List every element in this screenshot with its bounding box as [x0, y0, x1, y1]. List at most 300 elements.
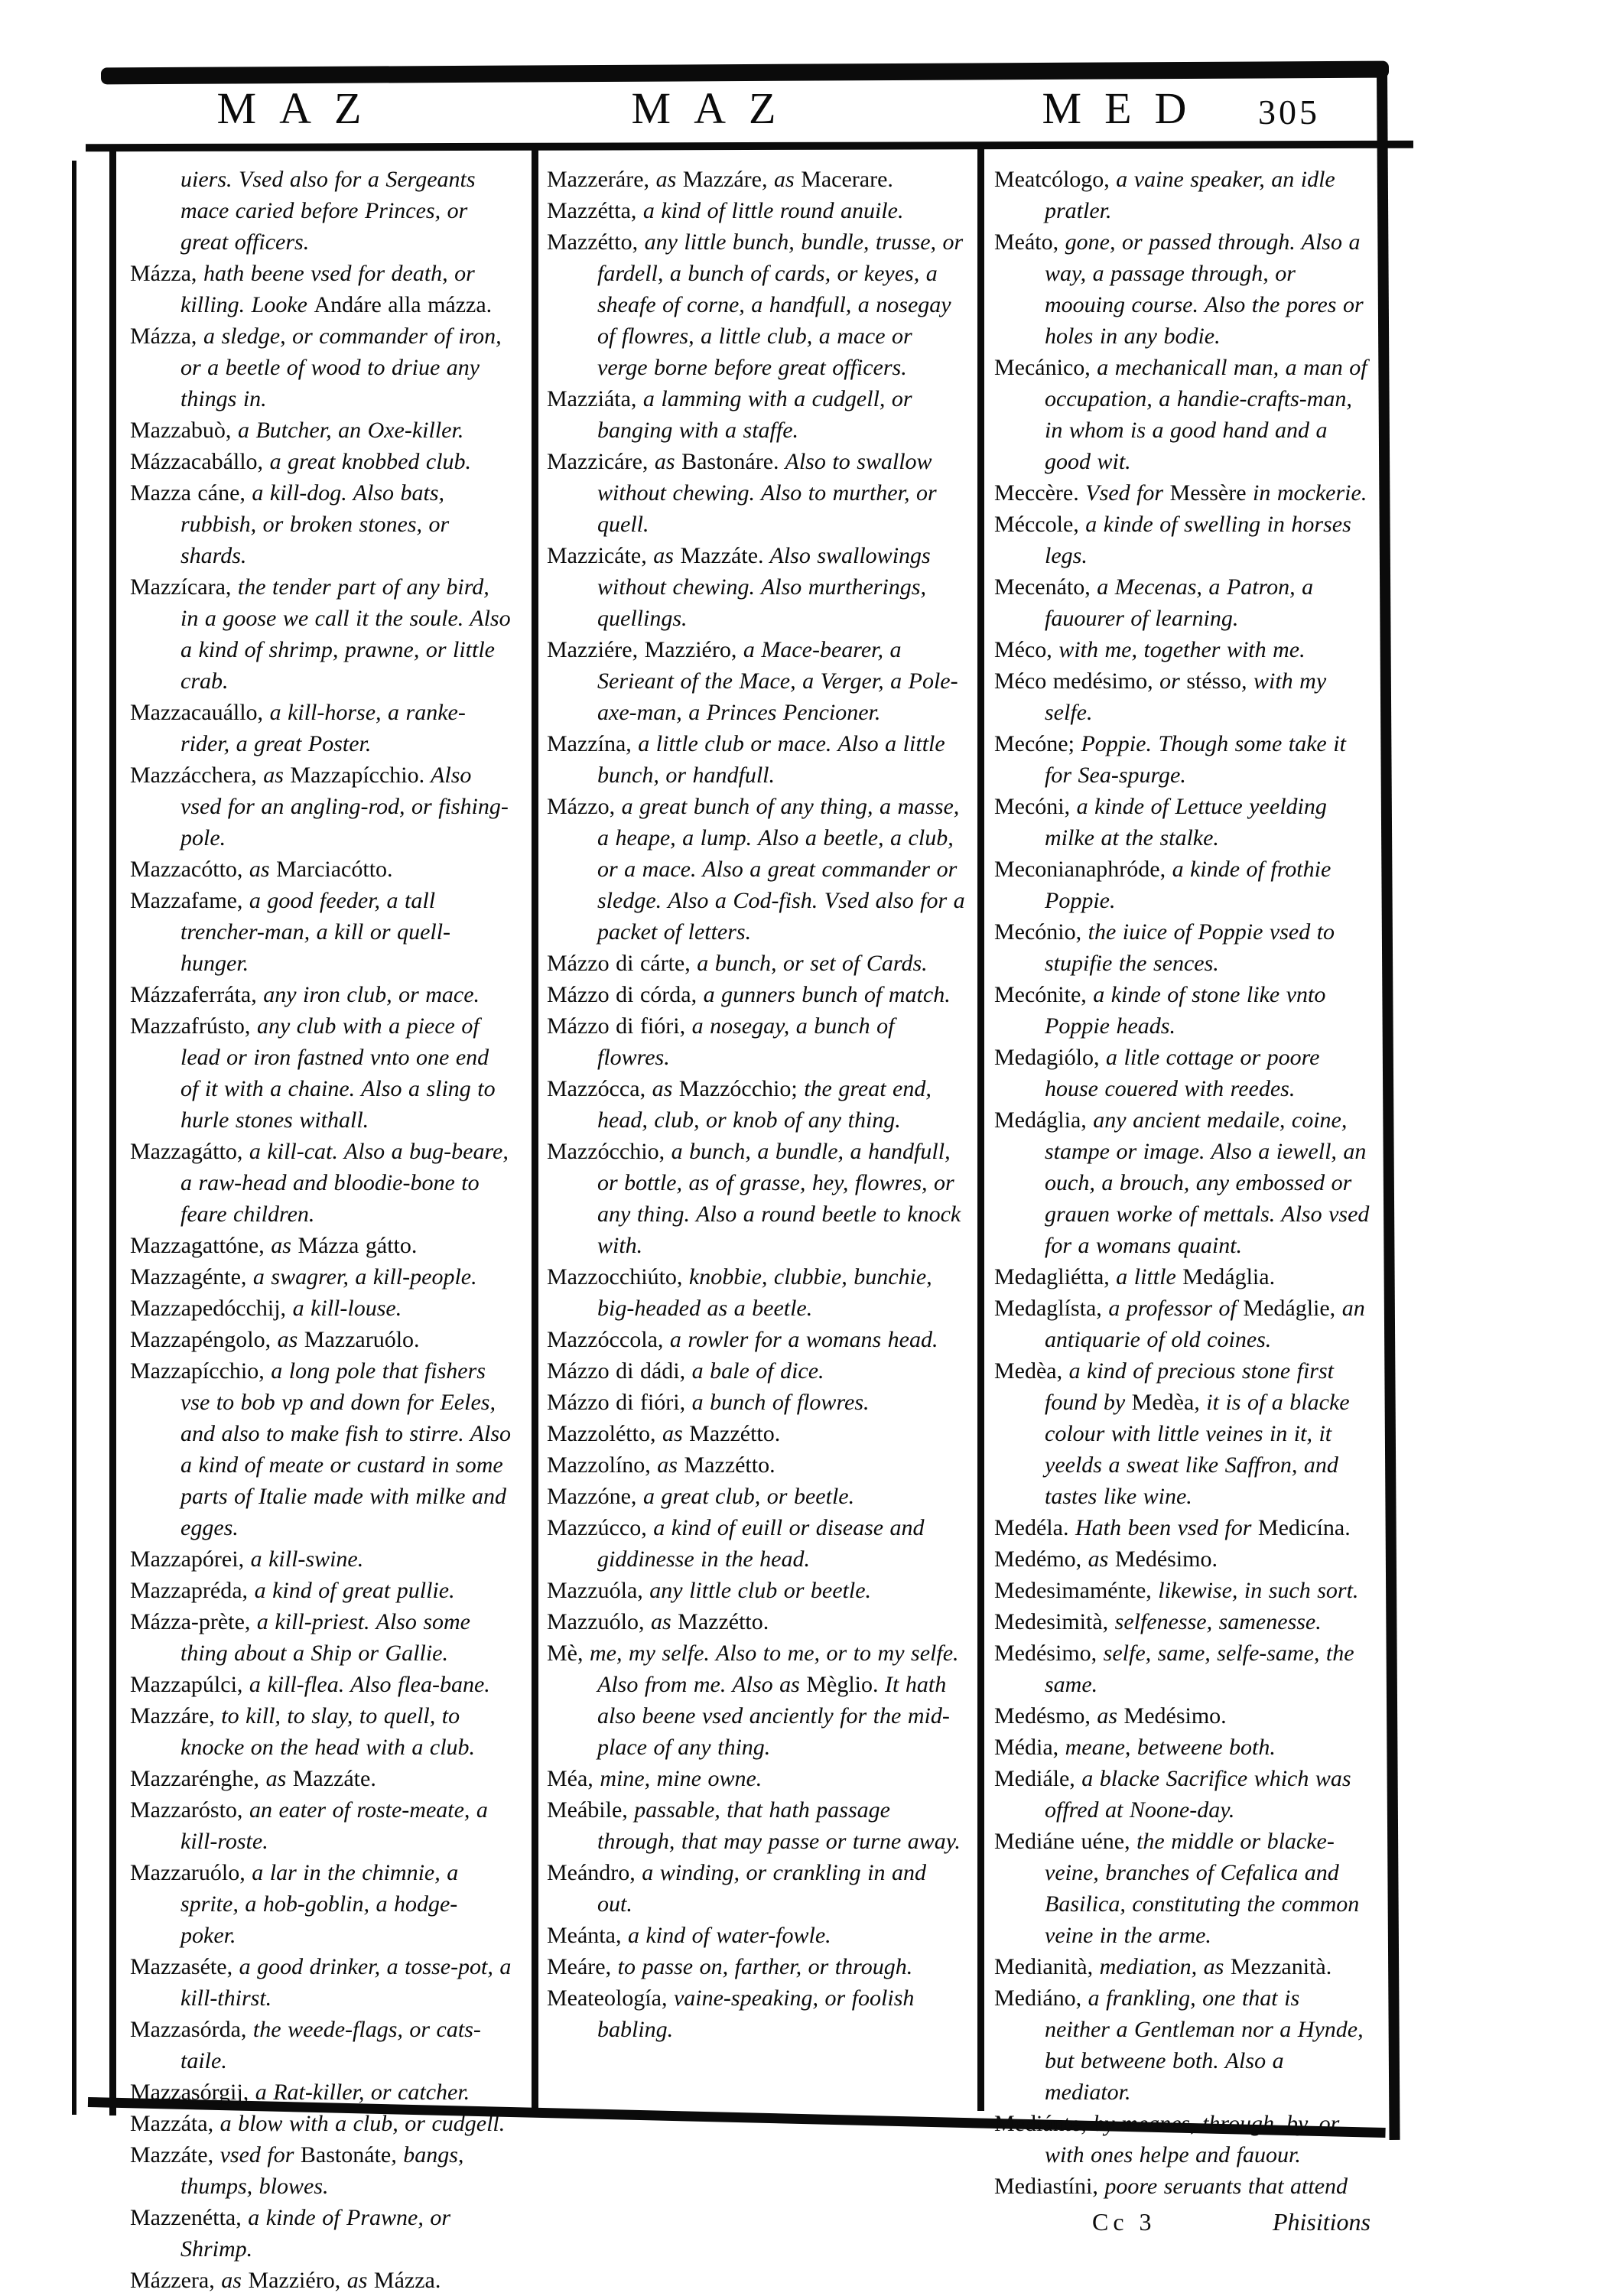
- dictionary-entry: [547, 1010, 966, 1073]
- definition-segment: Also vsed for an angling-rod, or fishing-pole.: [180, 763, 509, 850]
- definition-segment: Hath been vsed for: [1068, 1515, 1258, 1540]
- dictionary-entry: [994, 1732, 1371, 1763]
- headword: Medáglia,: [994, 1107, 1087, 1133]
- dictionary-entry: [130, 885, 512, 979]
- definition-segment: vaine-speaking, or foolish babling.: [597, 1985, 915, 2042]
- definition-segment: a bunch, or set of Cards.: [690, 951, 928, 976]
- definition-segment: a kill-horse, a ranke-rider, a great Poster.: [180, 700, 466, 756]
- definition-segment: a kind of euill or disease and giddinesse in the head.: [597, 1515, 925, 1572]
- definition-segment: as: [648, 449, 682, 474]
- dictionary-entry: [994, 791, 1371, 854]
- headword: Mázza,: [130, 324, 197, 349]
- column-1: [130, 164, 512, 2293]
- dictionary-entry: [130, 2014, 512, 2076]
- headword: Mecónio,: [994, 919, 1082, 945]
- headword: Mazzagattóne,: [130, 1233, 265, 1258]
- dictionary-entry: [547, 226, 966, 383]
- dictionary-entry: [130, 1951, 512, 2014]
- definition-segment: a Butcher, an Oxe-killer.: [231, 418, 464, 443]
- definition-segment: a bunch of flowres.: [685, 1390, 870, 1415]
- headword: Mazzícara,: [130, 574, 232, 600]
- headword: Messère: [1169, 480, 1247, 506]
- headword: Mazzáre: [682, 167, 762, 192]
- definition-segment: a kill-priest. Also some thing about a Ship or Gallie.: [180, 1609, 470, 1666]
- headword: Mazzaruólo.: [304, 1327, 420, 1352]
- headword: Bastonáte: [300, 2142, 392, 2168]
- definition-segment: Also to swallow without chewing. Also to murther, or quell.: [597, 449, 937, 537]
- definition-segment: a great bunch of any thing, a masse, a heape, a lump. Also a beetle, a club, or a mace. Also a great commander or sledge. Also a Cod-fish. Vsed also for a packet of letters.: [597, 794, 965, 945]
- headword: Mazzapréda,: [130, 1578, 249, 1603]
- definition-segment: Also swallowings without chewing. Also murtherings, quellings.: [597, 543, 931, 631]
- dictionary-entry: [994, 2171, 1371, 2202]
- column-divider-2: [977, 145, 984, 2111]
- headword: Mazzóne,: [547, 1484, 637, 1509]
- definition-segment: the great end, head, club, or knob of any thing.: [597, 1076, 932, 1133]
- headword: Mázzaferráta,: [130, 982, 257, 1007]
- headword: Medicína.: [1257, 1515, 1351, 1540]
- dictionary-entry: [547, 164, 966, 195]
- definition-segment: a kind of precious stone first found by: [1045, 1358, 1334, 1415]
- dictionary-entry: [547, 948, 966, 979]
- definition-segment: as: [1081, 1546, 1115, 1572]
- headword: Meábile,: [547, 1797, 628, 1823]
- dictionary-entry: [994, 916, 1371, 979]
- dictionary-entry: [130, 1136, 512, 1230]
- definition-segment: uiers. Vsed also for a Sergeants mace caried before Princes, or great officers.: [180, 167, 476, 255]
- headword: Meccère.: [994, 480, 1079, 506]
- headword: Mazziáta,: [547, 386, 637, 411]
- dictionary-entry: [130, 1230, 512, 1261]
- dictionary-entry: [130, 2139, 512, 2202]
- headword: Mazzafame,: [130, 888, 243, 913]
- headword: Mazzétto,: [547, 229, 639, 255]
- definition-segment: as: [242, 857, 277, 882]
- definition-segment: to passe on, farther, or through.: [611, 1954, 913, 1979]
- dictionary-entry: [547, 1575, 966, 1606]
- headword: Mazzapícchio.: [290, 763, 425, 788]
- headword: Mazzapúlci,: [130, 1672, 243, 1697]
- definition-segment: mediation, as: [1093, 1954, 1231, 1979]
- headword: Mazzáte.: [680, 543, 764, 568]
- definition-segment: a frankling, one that is neither a Gentleman nor a Hynde, but betweene both. Also a mediator.: [1045, 1985, 1364, 2105]
- dictionary-entry: [547, 1136, 966, 1261]
- headword: Medésimo,: [994, 1641, 1097, 1666]
- definition-segment: a kinde of stone like vnto Poppie heads.: [1045, 982, 1326, 1039]
- dictionary-entry: [994, 1951, 1371, 1982]
- dictionary-entry: [547, 1073, 966, 1136]
- definition-segment: a kill-cat. Also a bug-beare, a raw-head and bloodie-bone to feare children.: [180, 1139, 509, 1227]
- dictionary-entry: [547, 1951, 966, 1982]
- headword: Mecónite,: [994, 982, 1087, 1007]
- headword: Mazzáta,: [130, 2111, 214, 2136]
- definition-segment: a good drinker, a tosse-pot, a kill-thirst.: [180, 1954, 512, 2011]
- running-head-right: MED: [1042, 83, 1210, 133]
- definition-segment: Poppie. Though some take it for Sea-spurge.: [1045, 731, 1346, 788]
- headword: Medáglia.: [1182, 1264, 1276, 1289]
- dictionary-entry: [994, 1637, 1371, 1700]
- headword: Medésmo,: [994, 1703, 1091, 1729]
- page-number: 305: [1258, 93, 1320, 132]
- headword: Mazziére, Mazziéro,: [547, 637, 737, 662]
- definition-segment: selfenesse, samenesse.: [1108, 1609, 1322, 1634]
- dictionary-entry: [130, 1794, 512, 1857]
- dictionary-entry: [130, 446, 512, 477]
- dictionary-entry: [130, 477, 512, 571]
- dictionary-entry: [547, 383, 966, 446]
- headword: Mázza gátto.: [298, 1233, 418, 1258]
- definition-segment: as: [645, 1076, 679, 1101]
- dictionary-entry: [130, 415, 512, 446]
- definition-segment: meane, betweene both.: [1058, 1735, 1276, 1760]
- definition-segment: gone, or passed through. Also a way, a passage through, or moouing course. Also the pores or holes in any bodie.: [1045, 229, 1364, 349]
- headword: Méco,: [994, 637, 1052, 662]
- dictionary-entry: [130, 1543, 512, 1575]
- definition-segment: an eater of roste-meate, a kill-roste.: [180, 1797, 488, 1854]
- headword: stésso: [1186, 668, 1241, 694]
- headword: Meándro,: [547, 1860, 636, 1885]
- definition-segment: a little club or mace. Also a little bunch, or handfull.: [597, 731, 945, 788]
- headword: Andáre alla mázza.: [314, 292, 493, 317]
- headword: Mazzócca,: [547, 1076, 646, 1101]
- headword: Méa,: [547, 1766, 593, 1791]
- dictionary-entry: [994, 728, 1371, 791]
- definition-segment: a kinde of Lettuce yeelding milke at the stalke.: [1045, 794, 1327, 850]
- headword: Medesimaménte,: [994, 1578, 1152, 1603]
- dictionary-entry: [547, 1418, 966, 1449]
- headword: Mazzétto.: [684, 1452, 775, 1478]
- headword: Mázza,: [130, 261, 197, 286]
- dictionary-entry: [130, 1575, 512, 1606]
- definition-segment: an antiquarie of old coines.: [1045, 1296, 1365, 1352]
- definition-segment: as: [271, 1327, 304, 1352]
- headword: Mazzagénte,: [130, 1264, 247, 1289]
- headword: Mazzúcco,: [547, 1515, 647, 1540]
- definition-segment: as: [214, 2268, 249, 2293]
- dictionary-entry: [130, 759, 512, 854]
- headword: Meatcólogo,: [994, 167, 1110, 192]
- dictionary-entry: [994, 1763, 1371, 1826]
- headword: Meateología,: [547, 1985, 668, 2011]
- definition-segment: a kill-dog. Also bats, rubbish, or broken stones, or shards.: [180, 480, 450, 568]
- definition-segment: a blacke Sacrifice which was offred at Noone-day.: [1045, 1766, 1351, 1823]
- headword: Mediánte,: [994, 2111, 1087, 2136]
- headword: Medagliétta,: [994, 1264, 1110, 1289]
- column-2-entries: [547, 164, 966, 2045]
- headword: Macerare.: [801, 167, 893, 192]
- dictionary-entry: [547, 540, 966, 634]
- headword: Mazzaséte,: [130, 1954, 233, 1979]
- definition-segment: a kind of great pullie.: [248, 1578, 455, 1603]
- dictionary-entry: [547, 1387, 966, 1418]
- dictionary-entry: [994, 164, 1371, 226]
- dictionary-entry: [547, 1606, 966, 1637]
- headword: Meconianaphróde,: [994, 857, 1166, 882]
- headword: Mazzicáre,: [547, 449, 649, 474]
- headword: Mazzóccola,: [547, 1327, 664, 1352]
- definition-segment: a long pole that fishers vse to bob vp and down for Eeles, and also to make fish to stirre. Also a kind of meate or custard in some parts of Italie made with milke and egges.: [180, 1358, 512, 1540]
- definition-segment: a swagrer, a kill-people.: [246, 1264, 477, 1289]
- definition-segment: a vaine speaker, an idle pratler.: [1045, 167, 1335, 223]
- dictionary-entry: [130, 1293, 512, 1324]
- headword: Mazziéro,: [248, 2268, 341, 2293]
- dictionary-entry: [130, 320, 512, 415]
- definition-segment: a kill-swine.: [244, 1546, 364, 1572]
- definition-segment: as: [650, 1452, 684, 1478]
- headword: Mazzasórda,: [130, 2017, 247, 2042]
- definition-segment: to kill, to slay, to quell, to knocke on the head with a club.: [180, 1703, 476, 1760]
- running-head-center: MAZ: [631, 83, 799, 133]
- definition-segment: as: [340, 2268, 374, 2293]
- dictionary-entry: [130, 2202, 512, 2265]
- headword: Mázza-prète,: [130, 1609, 251, 1634]
- definition-segment: hath beene vsed for death, or killing. Looke: [180, 261, 475, 317]
- headword: Mazzeráre,: [547, 167, 650, 192]
- dictionary-entry: [994, 509, 1371, 571]
- headword: Mè,: [547, 1641, 584, 1666]
- definition-segment: a kind of little round anuile.: [636, 198, 904, 223]
- dictionary-entry: [130, 697, 512, 759]
- headword: Mazzicáte,: [547, 543, 647, 568]
- dictionary-entry: [130, 258, 512, 320]
- definition-segment: as: [1090, 1703, 1124, 1729]
- dictionary-entry: [994, 1575, 1371, 1606]
- definition-segment: a winding, or crankling in and out.: [597, 1860, 926, 1917]
- dictionary-entry: [994, 665, 1371, 728]
- headword: Meáre,: [547, 1954, 612, 1979]
- definition-segment: or: [1153, 668, 1187, 694]
- signature-mark: Cc 3: [1092, 2208, 1156, 2236]
- dictionary-entry: [547, 634, 966, 728]
- definition-segment: a lar in the chimnie, a sprite, a hob-goblin, a hodge-poker.: [180, 1860, 459, 1948]
- headword: Mazzafrústo,: [130, 1013, 251, 1039]
- column-3: [994, 164, 1371, 2236]
- headword: Média,: [994, 1735, 1059, 1760]
- headword: Mazzócchio;: [678, 1076, 798, 1101]
- definition-segment: in mockerie.: [1246, 480, 1367, 506]
- headword: Mázzo di córda,: [547, 982, 697, 1007]
- dictionary-entry: [130, 1669, 512, 1700]
- definition-segment: the middle or blacke-veine, branches of Cefalica and Basilica, constituting the common veine in the arme.: [1045, 1829, 1360, 1948]
- definition-segment: as: [644, 1609, 678, 1634]
- headword: Mèglio.: [806, 1672, 879, 1697]
- headword: Mecóne;: [994, 731, 1075, 756]
- definition-segment: a kill-flea. Also flea-bane.: [242, 1672, 490, 1697]
- headword: Mázzo,: [547, 794, 616, 819]
- headword: Mázzo di fióri,: [547, 1013, 686, 1039]
- definition-segment: poore seruants that attend: [1097, 2174, 1348, 2199]
- headword: Bastonáre.: [681, 449, 779, 474]
- header-rule: [86, 141, 1413, 152]
- dictionary-entry: [130, 1324, 512, 1355]
- headword: Mázzera,: [130, 2268, 215, 2293]
- headword: Mazzuólo,: [547, 1609, 645, 1634]
- dictionary-entry: [547, 1763, 966, 1794]
- headword: Medesimità,: [994, 1609, 1109, 1634]
- dictionary-entry: [547, 1481, 966, 1512]
- dictionary-entry: [130, 979, 512, 1010]
- definition-segment: a kinde of Prawne, or Shrimp.: [180, 2205, 451, 2262]
- dictionary-entry: [994, 571, 1371, 634]
- column-3-entries: [994, 164, 1371, 2202]
- definition-segment: a lamming with a cudgell, or banging with a staffe.: [597, 386, 912, 443]
- headword: Mazzácchera,: [130, 763, 257, 788]
- headword: Medagiólo,: [994, 1045, 1100, 1070]
- definition-segment: any club with a piece of lead or iron fastned vnto one end of it with a chaine. Also a sling to hurle stones withall.: [180, 1013, 496, 1133]
- dictionary-entry: [994, 1104, 1371, 1261]
- dictionary-entry: [130, 1261, 512, 1293]
- dictionary-entry: [547, 195, 966, 226]
- headword: Mazzapéngolo,: [130, 1327, 272, 1352]
- headword: Mediáno,: [994, 1985, 1082, 2011]
- definition-segment: a Mace-bearer, a Serieant of the Mace, a Verger, a Pole-axe-man, a Princes Pencioner.: [597, 637, 958, 725]
- definition-segment: a mechanicall man, a man of occupation, a handie-crafts-man, in whom is a good hand and a good wit.: [1045, 355, 1367, 474]
- headword: Mediále,: [994, 1766, 1075, 1791]
- headword: Mazzuóla,: [547, 1578, 643, 1603]
- headword: Medáglie,: [1243, 1296, 1336, 1321]
- headword: Mazzétto.: [689, 1421, 781, 1446]
- column-2: [547, 164, 966, 2110]
- headword: Mazzacótto,: [130, 857, 243, 882]
- headword: Medaglísta,: [994, 1296, 1102, 1321]
- dictionary-entry: [547, 446, 966, 540]
- right-frame-rule: [1377, 72, 1400, 2140]
- column-divider-1: [532, 145, 538, 2111]
- headword: Mazzapedócchij,: [130, 1296, 287, 1321]
- dictionary-entry: [994, 1293, 1371, 1355]
- definition-segment: knobbie, clubbie, bunchie, big-headed as a beetle.: [597, 1264, 932, 1321]
- dictionary-entry: [547, 1324, 966, 1355]
- headword: Mediáne uéne,: [994, 1829, 1130, 1854]
- headword: Méco medésimo,: [994, 668, 1153, 694]
- dictionary-entry: [994, 1042, 1371, 1104]
- inner-left-rule: [109, 148, 116, 2116]
- dictionary-entry: [547, 1920, 966, 1951]
- headword: Mazza cáne,: [130, 480, 245, 506]
- headword: Medianità,: [994, 1954, 1094, 1979]
- headword: Mazzapórei,: [130, 1546, 245, 1572]
- definition-segment: , with my selfe.: [1045, 668, 1327, 725]
- dictionary-entry: [130, 1606, 512, 1669]
- definition-segment: a bunch, a bundle, a handfull, or bottle, as of grasse, hey, flowres, or any thing. Also a round beetle to knock with.: [597, 1139, 961, 1258]
- definition-segment: , it is of a blacke colour with little veines in it, it yeelds a sweat like Saffron, and tastes like wine.: [1045, 1390, 1350, 1509]
- dictionary-entry: [994, 1700, 1371, 1732]
- definition-segment: a rowler for a womans head.: [663, 1327, 938, 1352]
- definition-segment: a kill-louse.: [286, 1296, 402, 1321]
- dictionary-entry: [547, 1512, 966, 1575]
- dictionary-entry: [994, 634, 1371, 665]
- catchword: Phisitions: [1272, 2208, 1371, 2236]
- definition-segment: a little: [1109, 1264, 1183, 1289]
- headword: Mazzasórgij,: [130, 2080, 249, 2105]
- headword: Medésimo.: [1114, 1546, 1218, 1572]
- headword: Mazzétta,: [547, 198, 637, 223]
- dictionary-entry: [130, 1857, 512, 1951]
- dictionary-entry: [130, 1700, 512, 1763]
- dictionary-entry: [130, 164, 512, 258]
- dictionary-entry: [547, 979, 966, 1010]
- dictionary-entry: [994, 1826, 1371, 1951]
- headword: Mázzo di dádi,: [547, 1358, 686, 1384]
- definition-segment: a good feeder, a tall trencher-man, a kill or quell-hunger.: [180, 888, 451, 976]
- definition-segment: as: [655, 1421, 690, 1446]
- outer-left-rule: [72, 161, 76, 2115]
- definition-segment: any little club or beetle.: [642, 1578, 872, 1603]
- headword: Meánta,: [547, 1923, 622, 1948]
- dictionary-entry: [994, 477, 1371, 509]
- definition-segment: vsed for: [213, 2142, 301, 2168]
- definition-segment: the iuice of Poppie vsed to stupifie the sences.: [1045, 919, 1335, 976]
- headword: Mazzáte.: [292, 1766, 376, 1791]
- headword: Mediastíni,: [994, 2174, 1098, 2199]
- dictionary-entry: [994, 1512, 1371, 1543]
- definition-segment: as: [649, 167, 683, 192]
- definition-segment: me, my selfe. Also to me, or to my selfe. Also from me. Also as: [583, 1641, 959, 1697]
- definition-segment: a kinde of swelling in horses legs.: [1045, 512, 1351, 568]
- headword: Mázzo di fióri,: [547, 1390, 686, 1415]
- dictionary-entry: [547, 1982, 966, 2045]
- headword: Mázzo di cárte,: [547, 951, 691, 976]
- dictionary-entry: [994, 1355, 1371, 1512]
- dictionary-entry: [994, 1982, 1371, 2108]
- dictionary-entry: [547, 1261, 966, 1324]
- definition-segment: by meanes, through, by, or with ones helpe and fauour.: [1045, 2111, 1340, 2168]
- definition-segment: a Rat-killer, or catcher.: [249, 2080, 470, 2105]
- definition-segment: a kinde of frothie Poppie.: [1045, 857, 1331, 913]
- definition-segment: as: [264, 1233, 298, 1258]
- definition-segment: a great club, or beetle.: [636, 1484, 855, 1509]
- headword: Mazzaruólo,: [130, 1860, 245, 1885]
- definition-segment: a professor of: [1101, 1296, 1244, 1321]
- headword: Mazzagátto,: [130, 1139, 243, 1164]
- headword: Mazzolíno,: [547, 1452, 651, 1478]
- dictionary-entry: [130, 2265, 512, 2296]
- headword: Mazzócchio,: [547, 1139, 665, 1164]
- headword: Mázza.: [373, 2268, 441, 2293]
- dictionary-entry: [547, 1857, 966, 1920]
- headword: Mazzocchiúto,: [547, 1264, 683, 1289]
- definition-segment: passable, that hath passage through, that may passe or turne away.: [597, 1797, 961, 1854]
- headword: Medémo,: [994, 1546, 1082, 1572]
- dictionary-entry: [547, 728, 966, 791]
- headword: Mázzacabállo,: [130, 449, 264, 474]
- definition-segment: likewise, in such sort.: [1151, 1578, 1359, 1603]
- definition-segment: with me, together with me.: [1052, 637, 1305, 662]
- dictionary-entry: [994, 226, 1371, 352]
- headword: Mecóni,: [994, 794, 1071, 819]
- definition-segment: the tender part of any bird, in a goose we call it the soule. Also a kind of shrimp, prawne, or little crab.: [180, 574, 511, 694]
- definition-segment: as: [256, 763, 291, 788]
- headword: Mazzabuò,: [130, 418, 232, 443]
- dictionary-entry: [994, 854, 1371, 916]
- dictionary-entry: [130, 1010, 512, 1136]
- definition-segment: selfe, same, selfe-same, the same.: [1045, 1641, 1354, 1697]
- headword: Marciacótto.: [276, 857, 393, 882]
- definition-segment: any iron club, or mace.: [256, 982, 480, 1007]
- dictionary-entry: [994, 979, 1371, 1042]
- dictionary-entry: [130, 1355, 512, 1543]
- dictionary-entry: [130, 2108, 512, 2139]
- headword: Mazzarósto,: [130, 1797, 243, 1823]
- dictionary-entry: [994, 1261, 1371, 1293]
- definition-segment: a nosegay, a bunch of flowres.: [597, 1013, 895, 1070]
- headword: Medèa: [1131, 1390, 1195, 1415]
- dictionary-entry: [547, 1794, 966, 1857]
- dictionary-entry: [994, 1543, 1371, 1575]
- definition-segment: , bangs, thumps, blowes.: [180, 2142, 464, 2199]
- dictionary-entry: [547, 1637, 966, 1763]
- definition-segment: a blow with a club, or cudgell.: [213, 2111, 506, 2136]
- dictionary-entry: [547, 791, 966, 948]
